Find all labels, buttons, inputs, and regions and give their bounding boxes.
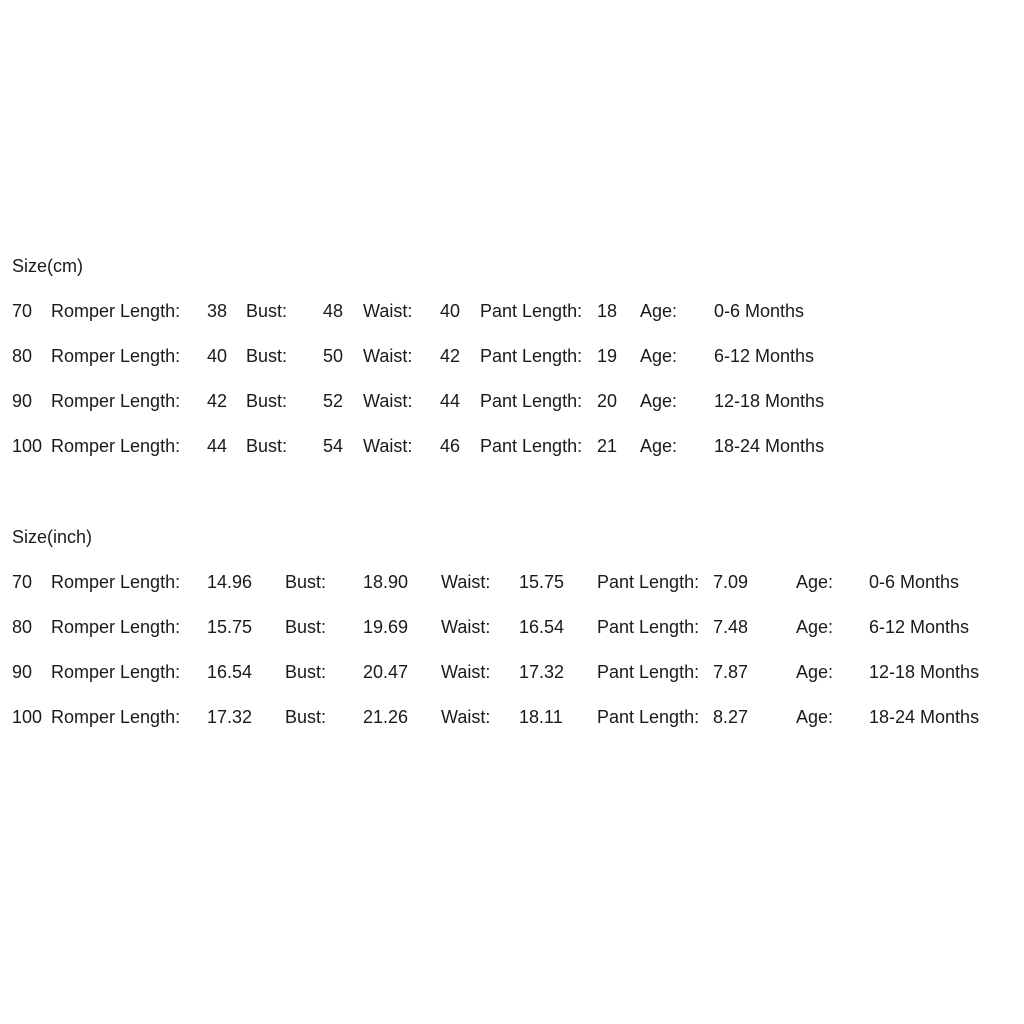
pant-length-value: 7.48 — [713, 617, 749, 637]
romper-length-value: 15.75 — [207, 617, 253, 637]
bust-label: Bust: — [285, 572, 327, 592]
age-value: 6-12 Months — [869, 617, 970, 637]
bust-label: Bust: — [246, 436, 288, 456]
size-value: 80 — [12, 617, 33, 637]
romper-length-value: 44 — [207, 436, 228, 456]
bust-value: 48 — [323, 301, 344, 321]
waist-label: Waist: — [441, 572, 491, 592]
age-value: 6-12 Months — [714, 346, 815, 366]
pant-length-value: 7.09 — [713, 572, 749, 592]
bust-label: Bust: — [285, 707, 327, 727]
waist-label: Waist: — [441, 617, 491, 637]
table-row — [12, 389, 1024, 413]
romper-length-label: Romper Length: — [51, 572, 181, 592]
waist-label: Waist: — [363, 346, 413, 366]
table-row — [12, 434, 1024, 458]
bust-value: 50 — [323, 346, 344, 366]
age-label: Age: — [796, 572, 834, 592]
bust-value: 20.47 — [363, 662, 409, 682]
size-value: 100 — [12, 436, 43, 456]
size-value: 100 — [12, 707, 43, 727]
age-value: 0-6 Months — [869, 572, 960, 592]
waist-value: 16.54 — [519, 617, 565, 637]
table-row — [12, 570, 1024, 594]
pant-length-value: 8.27 — [713, 707, 749, 727]
romper-length-value: 14.96 — [207, 572, 253, 592]
waist-label: Waist: — [363, 436, 413, 456]
size-value: 80 — [12, 346, 33, 366]
pant-length-value: 20 — [597, 391, 618, 411]
size-value: 90 — [12, 391, 33, 411]
waist-label: Waist: — [363, 301, 413, 321]
waist-value: 44 — [440, 391, 461, 411]
age-label: Age: — [640, 301, 678, 321]
size-chart-cm — [12, 254, 1024, 479]
romper-length-label: Romper Length: — [51, 617, 181, 637]
bust-label: Bust: — [246, 391, 288, 411]
table-row — [12, 660, 1024, 684]
waist-label: Waist: — [441, 662, 491, 682]
bust-value: 54 — [323, 436, 344, 456]
romper-length-label: Romper Length: — [51, 436, 181, 456]
bust-label: Bust: — [246, 301, 288, 321]
pant-length-label: Pant Length: — [597, 662, 700, 682]
pant-length-label: Pant Length: — [597, 572, 700, 592]
waist-label: Waist: — [441, 707, 491, 727]
pant-length-label: Pant Length: — [480, 346, 583, 366]
age-label: Age: — [640, 436, 678, 456]
bust-value: 21.26 — [363, 707, 409, 727]
romper-length-value: 17.32 — [207, 707, 253, 727]
romper-length-label: Romper Length: — [51, 301, 181, 321]
age-label: Age: — [796, 617, 834, 637]
pant-length-label: Pant Length: — [480, 391, 583, 411]
romper-length-value: 42 — [207, 391, 228, 411]
romper-length-label: Romper Length: — [51, 707, 181, 727]
table-row — [12, 299, 1024, 323]
bust-value: 52 — [323, 391, 344, 411]
bust-label: Bust: — [246, 346, 288, 366]
age-label: Age: — [796, 707, 834, 727]
pant-length-value: 19 — [597, 346, 618, 366]
size-chart-inch — [12, 525, 1024, 750]
pant-length-label: Pant Length: — [480, 436, 583, 456]
romper-length-value: 40 — [207, 346, 228, 366]
pant-length-value: 18 — [597, 301, 618, 321]
romper-length-label: Romper Length: — [51, 662, 181, 682]
romper-length-value: 38 — [207, 301, 228, 321]
pant-length-value: 7.87 — [713, 662, 749, 682]
waist-value: 46 — [440, 436, 461, 456]
age-label: Age: — [640, 346, 678, 366]
section-title-cm: Size(cm) — [12, 256, 83, 276]
section-title-inch: Size(inch) — [12, 527, 93, 547]
pant-length-label: Pant Length: — [597, 617, 700, 637]
waist-value: 15.75 — [519, 572, 565, 592]
pant-length-label: Pant Length: — [597, 707, 700, 727]
bust-value: 18.90 — [363, 572, 409, 592]
pant-length-value: 21 — [597, 436, 618, 456]
waist-value: 40 — [440, 301, 461, 321]
romper-length-label: Romper Length: — [51, 346, 181, 366]
age-value: 12-18 Months — [714, 391, 825, 411]
age-value: 12-18 Months — [869, 662, 980, 682]
waist-value: 18.11 — [519, 707, 563, 727]
age-label: Age: — [796, 662, 834, 682]
bust-value: 19.69 — [363, 617, 409, 637]
size-rows-cm — [12, 299, 1024, 458]
pant-length-label: Pant Length: — [480, 301, 583, 321]
age-label: Age: — [640, 391, 678, 411]
waist-value: 42 — [440, 346, 461, 366]
table-row — [12, 615, 1024, 639]
bust-label: Bust: — [285, 617, 327, 637]
age-value: 0-6 Months — [714, 301, 805, 321]
size-value: 70 — [12, 301, 33, 321]
size-value: 90 — [12, 662, 33, 682]
age-value: 18-24 Months — [869, 707, 980, 727]
table-row — [12, 705, 1024, 729]
table-row — [12, 344, 1024, 368]
size-rows-inch — [12, 570, 1024, 729]
age-value: 18-24 Months — [714, 436, 825, 456]
bust-label: Bust: — [285, 662, 327, 682]
size-value: 70 — [12, 572, 33, 592]
waist-value: 17.32 — [519, 662, 565, 682]
romper-length-value: 16.54 — [207, 662, 253, 682]
romper-length-label: Romper Length: — [51, 391, 181, 411]
waist-label: Waist: — [363, 391, 413, 411]
